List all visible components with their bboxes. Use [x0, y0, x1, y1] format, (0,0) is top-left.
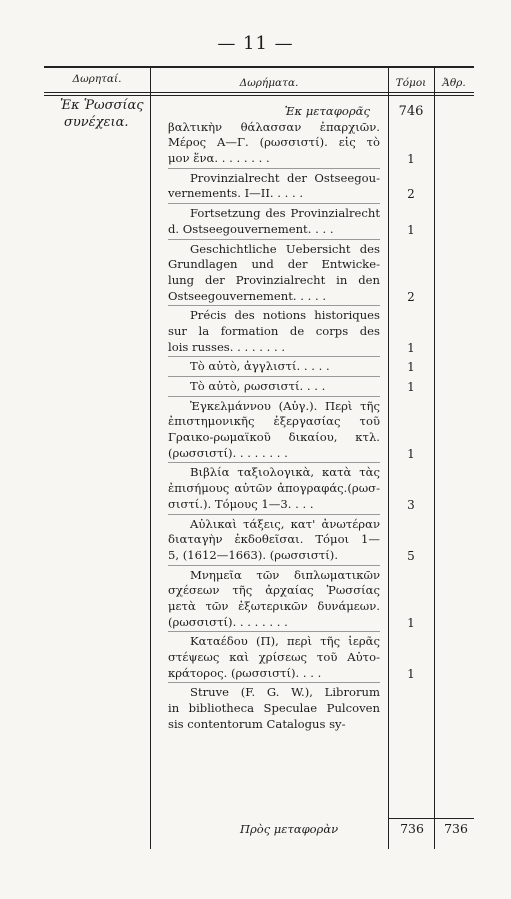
carried-in-total: 746: [398, 104, 424, 119]
entry-line: sis contentorum Catalogus sy-: [168, 716, 346, 731]
entry-volumes: 1: [407, 341, 415, 355]
donor-line-2: συνέχεια.: [64, 115, 129, 130]
entry-line: κράτορος. (ρωσσιστί). . . .: [168, 665, 322, 680]
entry-line: ἐπισήμους αὐτῶν ἀπογραφάς.(ρωσ-: [168, 481, 380, 496]
page-number: — 11 —: [217, 33, 294, 54]
entry-line: vernements. I—II. . . . .: [168, 186, 304, 201]
entry-volumes: 2: [407, 187, 415, 201]
gift-entry: [168, 465, 380, 512]
entry-line: (ρωσσιστί). . . . . . . .: [168, 445, 288, 460]
entry-divider: [168, 462, 380, 463]
carry-forward-volumes: 736: [400, 821, 424, 836]
donor-cell: [60, 97, 150, 131]
entry-volumes: 1: [407, 223, 415, 237]
entry-line: μετὰ τῶν ἐξωτερικῶν δυνάμεων.: [168, 598, 380, 613]
entry-divider: [168, 514, 380, 515]
entry-line: Βιβλία ταξιολογικὰ, κατὰ τὰς: [190, 465, 380, 480]
entry-line: in bibliotheca Speculae Pulcoven: [168, 701, 380, 716]
gift-entry: [168, 359, 380, 375]
carry-forward-number: 736: [444, 821, 468, 836]
gift-entry: [168, 634, 380, 681]
entry-line: d. Ostseegouvernement. . . .: [168, 221, 334, 236]
entry-line: σιστί.). Τόμους 1—3. . . .: [168, 496, 314, 511]
gift-entry: [168, 104, 380, 167]
entry-line: Μέρος Α—Γ. (ρωσσιστί). εἰς τὸ: [168, 135, 380, 150]
entry-volumes: 1: [407, 616, 415, 630]
entry-line: Τὸ αὐτὸ, ἀγγλιστί. . . . .: [190, 359, 330, 374]
column-divider-2: [388, 66, 389, 849]
entry-divider: [168, 305, 380, 306]
header-number: Ἀθρ.: [442, 77, 466, 89]
entry-line: sur la formation de corps des: [168, 323, 380, 338]
entry-line: 5, (1612—1663). (ρωσσιστί).: [168, 547, 339, 562]
entry-line: Précis des notions historiques: [190, 308, 380, 323]
gift-entry: [168, 171, 380, 202]
gift-entry: [168, 399, 380, 462]
entry-line: Καταέδου (Π), περὶ τῆς ἱερᾶς: [190, 634, 380, 649]
header-gifts: Δωρήματα.: [239, 77, 299, 89]
entry-line: Μνημεῖα τῶν διπλωματικῶν: [190, 567, 380, 582]
entry-line: Fortsetzung des Provinzialrecht: [190, 206, 380, 221]
table-top-rule: [44, 66, 474, 68]
entry-line: Geschichtliche Uebersicht des: [190, 241, 380, 256]
gift-entry: [168, 568, 380, 631]
gift-entry: [168, 242, 380, 305]
gift-entries: [168, 104, 380, 732]
entry-divider: [168, 631, 380, 632]
entry-volumes: 1: [407, 152, 415, 166]
header-bottom-rule-2: [44, 95, 474, 96]
header-donors: Δωρηταί.: [72, 73, 122, 85]
entry-line: Αὐλικαὶ τάξεις, κατ' ἀνωτέραν: [190, 516, 380, 531]
entry-divider: [168, 356, 380, 357]
entry-line: lois russes. . . . . . . .: [168, 339, 286, 354]
entry-line: Γραικο-ρωμαϊκοῦ δικαίου, κτλ.: [168, 430, 380, 445]
entry-line: Grundlagen und der Entwicke-: [168, 257, 380, 272]
column-divider-1: [150, 66, 151, 849]
entry-volumes: 2: [407, 290, 415, 304]
entry-line: Ἐγκελμάννου (Αὐγ.). Περὶ τῆς: [190, 398, 380, 413]
carry-forward-label: Πρὸς μεταφορὰν: [240, 822, 339, 836]
column-divider-3: [434, 66, 435, 849]
entry-divider: [168, 396, 380, 397]
gift-entry: [168, 206, 380, 237]
footer-rule: [388, 818, 474, 819]
entry-divider: [168, 203, 380, 204]
entry-line: σχέσεων τῆς ἀρχαίας Ῥωσσίας: [168, 583, 380, 598]
entry-line: Ἐκ μεταφορᾶς: [284, 104, 370, 118]
entry-divider: [168, 168, 380, 169]
entry-divider: [168, 682, 380, 683]
entry-line: μον ἕνα. . . . . . . .: [168, 151, 270, 166]
entry-line: Ostseegouvernement. . . . .: [168, 288, 327, 303]
entry-divider: [168, 565, 380, 566]
entry-divider: [168, 376, 380, 377]
entry-line: (ρωσσιστί). . . . . . . .: [168, 614, 288, 629]
header-bottom-rule: [44, 92, 474, 93]
entry-volumes: 1: [407, 447, 415, 461]
entry-line: βαλτικὴν θάλασσαν ἐπαρχιῶν.: [168, 119, 380, 134]
entry-line: ἐπιστημονικῆς ἐξεργασίας τοῦ: [168, 414, 380, 429]
gift-entry: [168, 517, 380, 564]
gift-entry: [168, 379, 380, 395]
entry-volumes: 1: [407, 380, 415, 394]
entry-volumes: 1: [407, 667, 415, 681]
gift-entry: [168, 308, 380, 355]
entry-line: διαταγὴν ἐκδοθεῖσαι. Τόμοι 1—: [168, 532, 380, 547]
gift-entry: [168, 685, 380, 732]
entry-line: lung der Provinzialrecht in den: [168, 272, 380, 287]
entry-volumes: 5: [407, 549, 415, 563]
entry-line: στέψεως καὶ χρίσεως τοῦ Αὐτο-: [168, 650, 380, 664]
donor-line-1: Ἐκ Ῥωσσίας: [60, 98, 144, 113]
entry-volumes: 3: [407, 498, 415, 512]
entry-line: Provinzialrecht der Ostseegou-: [190, 170, 380, 185]
entry-divider: [168, 239, 380, 240]
entry-volumes: 1: [407, 360, 415, 374]
header-volumes: Τόμοι: [395, 77, 427, 89]
entry-line: Τὸ αὐτὸ, ρωσσιστί. . . .: [190, 379, 326, 393]
entry-line: Struve (F. G. W.), Librorum: [190, 685, 380, 700]
